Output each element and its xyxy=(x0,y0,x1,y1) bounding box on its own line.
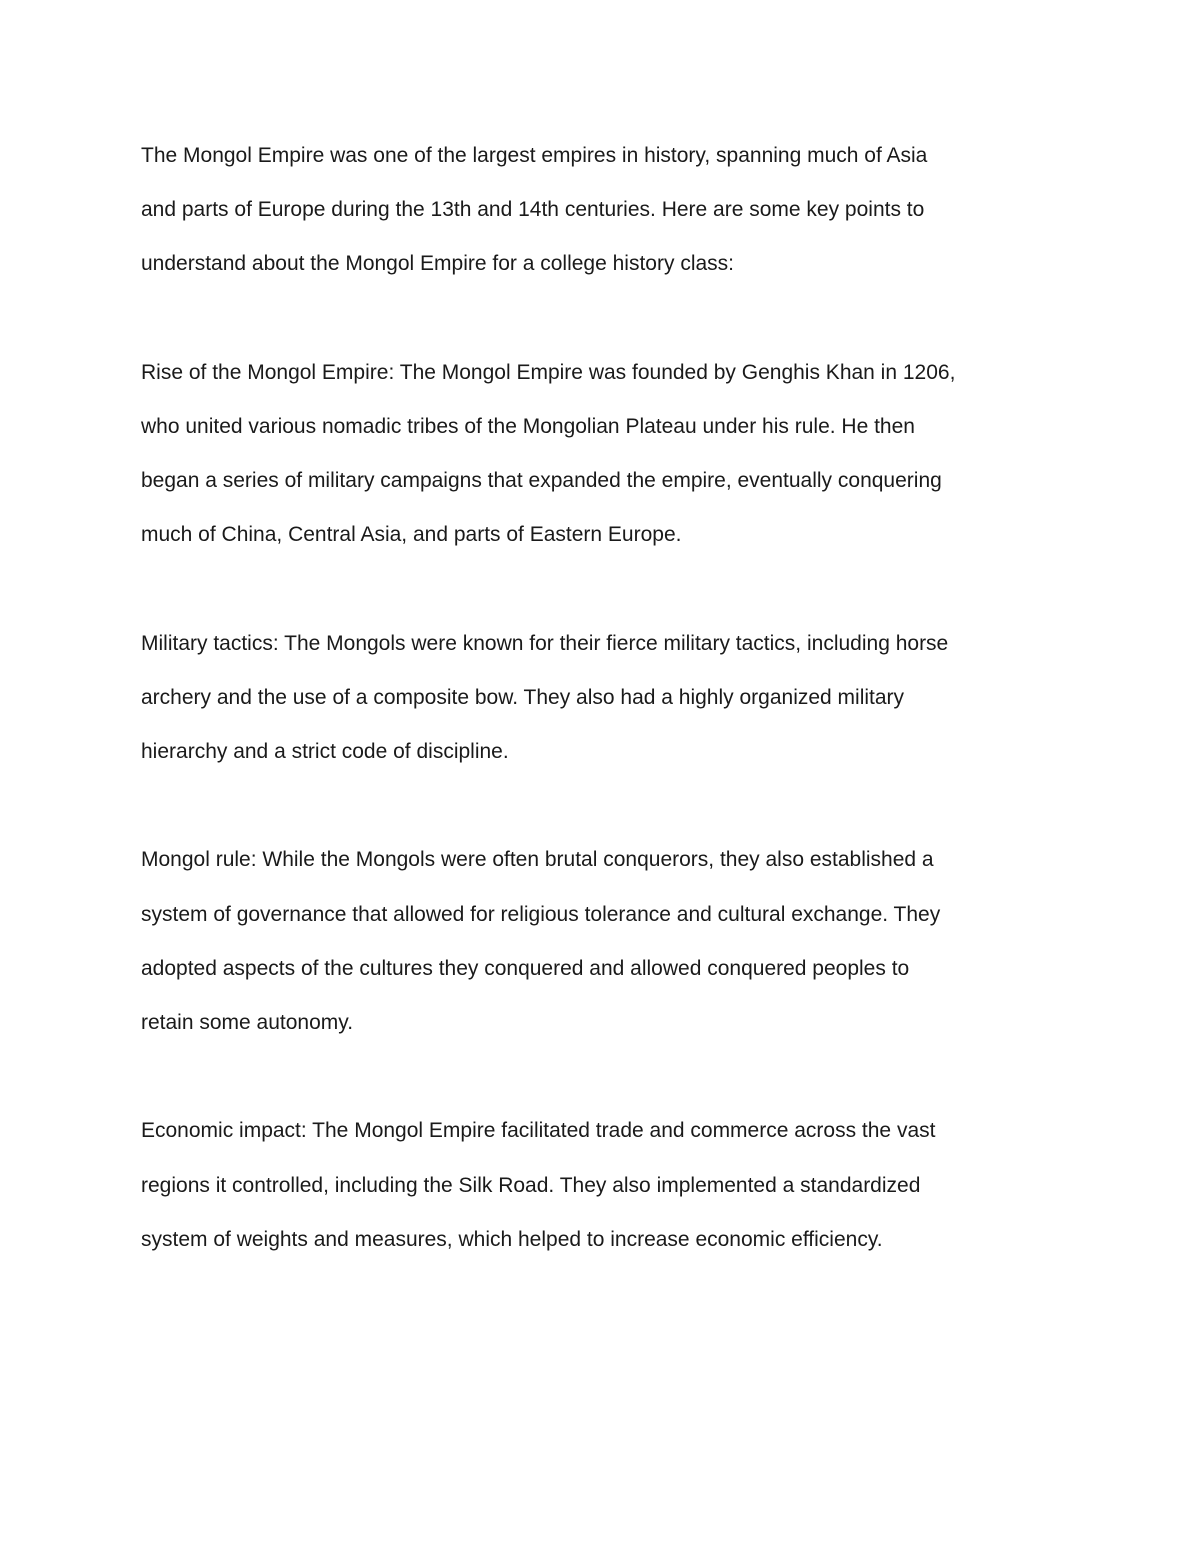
text-line: regions it controlled, including the Silk Road. They also implemented a standardized xyxy=(141,1173,921,1197)
text-line: system of governance that allowed for religious tolerance and cultural exchange. They xyxy=(141,902,941,926)
paragraph-rise xyxy=(141,346,1061,563)
paragraph-spacer xyxy=(141,292,1061,346)
text-line: who united various nomadic tribes of the Mongolian Plateau under his rule. He then xyxy=(141,414,915,438)
text-line: and parts of Europe during the 13th and 14th centuries. Here are some key points to xyxy=(141,198,925,222)
paragraph-economic xyxy=(141,1104,1061,1267)
paragraph-rule xyxy=(141,833,1061,1050)
paragraph-intro xyxy=(141,129,1061,292)
text-line: Military tactics: The Mongols were known for their fierce military tactics, including horse xyxy=(141,631,949,655)
paragraph-spacer xyxy=(141,779,1061,833)
text-line: hierarchy and a strict code of discipline. xyxy=(141,740,509,764)
text-line: much of China, Central Asia, and parts of Eastern Europe. xyxy=(141,523,682,547)
text-line: system of weights and measures, which helped to increase economic efficiency. xyxy=(141,1227,883,1251)
paragraph-spacer xyxy=(141,563,1061,617)
text-line: understand about the Mongol Empire for a college history class: xyxy=(141,252,734,276)
text-line: began a series of military campaigns that expanded the empire, eventually conquering xyxy=(141,469,942,493)
text-line: retain some autonomy. xyxy=(141,1011,354,1034)
text-line: Mongol rule: While the Mongols were often brutal conquerors, they also established a xyxy=(141,848,934,872)
text-line: The Mongol Empire was one of the largest empires in history, spanning much of Asia xyxy=(141,144,928,167)
text-line: Economic impact: The Mongol Empire facilitated trade and commerce across the vast xyxy=(141,1119,936,1143)
text-line: archery and the use of a composite bow. They also had a highly organized military xyxy=(141,685,905,709)
text-line: adopted aspects of the cultures they conquered and allowed conquered peoples to xyxy=(141,956,910,980)
document-body xyxy=(141,129,1061,1267)
paragraph-spacer xyxy=(141,1050,1061,1104)
paragraph-military xyxy=(141,617,1061,780)
text-line: Rise of the Mongol Empire: The Mongol Empire was founded by Genghis Khan in 1206, xyxy=(141,360,956,384)
